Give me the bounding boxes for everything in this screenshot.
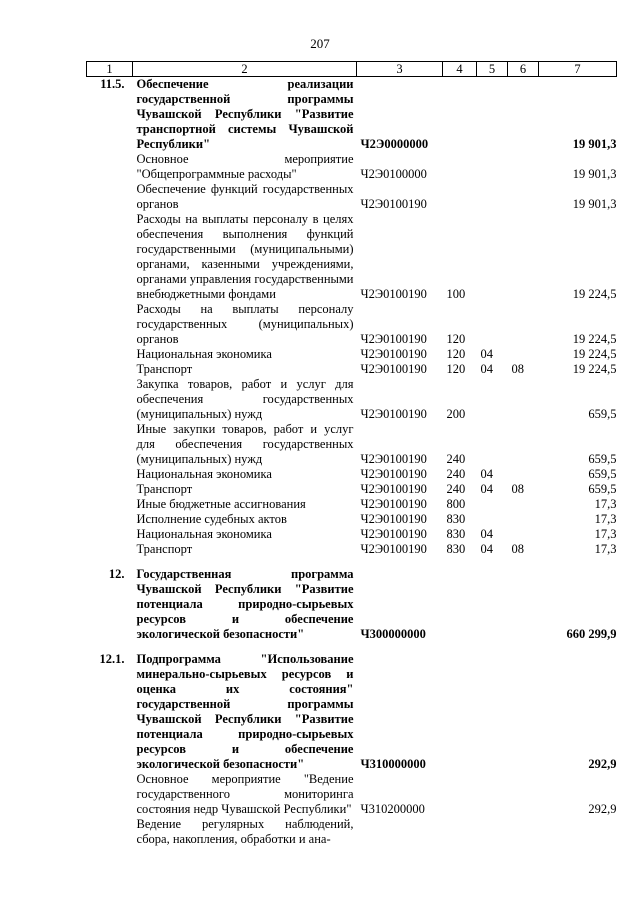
budget-table [86,61,617,847]
row-name: Транспорт [136,542,193,556]
row-rz [477,377,508,422]
spacer-row [87,642,617,652]
row-number [87,527,133,542]
row-vr: 100 [446,287,466,301]
row-amount: 19 224,5 [572,347,617,361]
row-vr: 830 [446,527,466,541]
header-cell: 1 [87,62,133,77]
row-amount: 19 901,3 [572,167,617,181]
row-amount: 292,9 [588,757,617,771]
row-number [87,467,133,482]
spacer-row [87,557,617,567]
row-number [87,482,133,497]
row-pr [508,302,539,347]
row-code: Ч2Э0100190 [360,527,427,541]
header-cell: 6 [508,62,539,77]
row-code: Ч2Э0100190 [360,467,427,481]
table-row [87,497,617,512]
page-number: 207 [310,36,330,51]
row-vr: 200 [446,407,466,421]
table-row [87,212,617,302]
row-code: Ч2Э0100190 [360,482,427,496]
row-rz [477,567,508,642]
row-amount: 19 901,3 [572,137,617,151]
row-pr [508,512,539,527]
row-name: Обеспечение функций государственных органов [136,182,354,211]
row-code: Ч2Э0100190 [360,407,427,421]
row-code: Ч2Э0100190 [360,452,427,466]
row-name: Иные бюджетные ассигнования [136,497,306,511]
row-rz: 04 [480,362,493,376]
row-rz [477,497,508,512]
row-pr [508,567,539,642]
row-name: Обеспечение реализации государственной программы Чувашской Республики "Развитие транспортной системы Чувашской Республики" [136,77,354,151]
row-name: Подпрограмма "Использование минерально-сырьевых ресурсов и оценка их состояния" государственной программы Чувашской Республики "Развитие потенциала природно-сырьевых ресурсов и обеспечение экологической безопасности" [136,652,354,771]
table-row [87,347,617,362]
table-row [87,377,617,422]
row-vr: 120 [446,347,466,361]
row-number [87,497,133,512]
row-pr [508,182,539,212]
row-code: Ч2Э0100190 [360,512,427,526]
row-code: Ч2Э0100190 [360,497,427,511]
row-vr: 120 [446,362,466,376]
row-amount: 17,3 [594,542,617,556]
row-pr [508,422,539,467]
row-code: Ч310000000 [360,757,426,771]
table-row [87,482,617,497]
row-rz [477,817,508,847]
row-pr: 08 [511,482,524,496]
row-rz [477,302,508,347]
row-name: Расходы на выплаты персоналу государственных (муниципальных) органов [136,302,354,346]
row-number [87,772,133,817]
row-number [87,512,133,527]
row-name: Иные закупки товаров, работ и услуг для обеспечения государственных (муниципальных) нужд [136,422,354,466]
table-row [87,527,617,542]
table-row [87,567,617,642]
row-rz: 04 [480,527,493,541]
row-code [357,817,443,847]
row-vr [443,772,477,817]
row-pr [508,817,539,847]
table-row [87,182,617,212]
row-pr [508,377,539,422]
row-name: Транспорт [136,482,193,496]
row-code: Ч2Э0100000 [360,167,427,181]
row-pr [508,212,539,302]
row-pr: 08 [511,542,524,556]
row-vr [443,652,477,772]
row-vr [443,77,477,153]
row-rz: 04 [480,482,493,496]
table-row [87,542,617,557]
row-amount: 659,5 [588,482,617,496]
row-number [87,182,133,212]
table-row [87,77,617,153]
row-vr: 120 [446,332,466,346]
row-name: Закупка товаров, работ и услуг для обеспечения государственных (муниципальных) нужд [136,377,354,421]
row-name: Исполнение судебных актов [136,512,287,526]
row-number: 11.5. [100,77,125,91]
row-code: Ч300000000 [360,627,426,641]
row-name: Основное мероприятие "Ведение государственного мониторинга состояния недр Чувашской Республики" [136,772,354,816]
table-row [87,152,617,182]
row-name: Государственная программа Чувашской Республики "Развитие потенциала природно-сырьевых ресурсов и обеспечение экологической безопасности" [136,567,354,641]
row-number [87,302,133,347]
row-number [87,212,133,302]
row-pr [508,347,539,362]
row-amount [539,817,617,847]
row-pr [508,772,539,817]
row-code: Ч2Э0100190 [360,542,427,556]
table-row [87,652,617,772]
header-row [87,62,617,77]
header-cell: 5 [477,62,508,77]
row-name: Национальная экономика [136,527,272,541]
row-pr [508,77,539,153]
header-cell: 7 [539,62,617,77]
row-code: Ч2Э0100190 [360,347,427,361]
row-rz [477,212,508,302]
header-cell: 4 [443,62,477,77]
row-rz [477,182,508,212]
row-pr [508,652,539,772]
row-number [87,817,133,847]
row-code: Ч310200000 [360,802,425,816]
row-number: 12. [108,567,125,581]
row-name: Транспорт [136,362,193,376]
row-vr [443,567,477,642]
row-code: Ч2Э0100190 [360,332,427,346]
row-number: 12.1. [99,652,125,666]
row-vr [443,817,477,847]
row-vr: 800 [446,497,466,511]
row-amount: 19 224,5 [572,332,617,346]
row-rz [477,512,508,527]
row-number [87,542,133,557]
row-name: Национальная экономика [136,467,272,481]
row-vr: 830 [446,512,466,526]
row-rz: 04 [480,347,493,361]
row-number [87,152,133,182]
row-amount: 19 224,5 [572,287,617,301]
row-amount: 17,3 [594,527,617,541]
row-amount: 659,5 [588,467,617,481]
row-vr: 240 [446,467,466,481]
row-pr [508,527,539,542]
row-number [87,362,133,377]
row-number [87,347,133,362]
row-name: Ведение регулярных наблюдений, сбора, накопления, обработки и ана- [136,817,354,846]
row-number [87,422,133,467]
row-name: Основное мероприятие "Общепрограммные расходы" [136,152,354,181]
row-vr: 240 [446,482,466,496]
table-row [87,772,617,817]
row-pr: 08 [511,362,524,376]
table-row [87,302,617,347]
table-row [87,817,617,847]
row-vr [443,152,477,182]
header-cell: 3 [357,62,443,77]
row-amount: 659,5 [588,407,617,421]
row-amount: 17,3 [594,497,617,511]
row-amount: 17,3 [594,512,617,526]
row-amount: 19 901,3 [572,197,617,211]
row-number [87,377,133,422]
table-row [87,467,617,482]
table-row [87,512,617,527]
row-vr: 830 [446,542,466,556]
row-rz [477,77,508,153]
row-rz [477,422,508,467]
row-code: Ч2Э0100190 [360,287,427,301]
row-name: Расходы на выплаты персоналу в целях обеспечения выполнения функций государственными (муниципальными) органами, казенными учреждениями, органами управления государственными внебюджетными фондами [136,212,354,301]
row-rz [477,772,508,817]
row-pr [508,152,539,182]
row-vr [443,182,477,212]
table-row [87,422,617,467]
table-row [87,362,617,377]
row-pr [508,497,539,512]
row-amount: 19 224,5 [572,362,617,376]
row-name: Национальная экономика [136,347,272,361]
row-rz: 04 [480,467,493,481]
row-pr [508,467,539,482]
row-amount: 292,9 [588,802,617,816]
row-amount: 660 299,9 [566,627,617,641]
row-rz: 04 [480,542,493,556]
row-rz [477,152,508,182]
row-code: Ч2Э0100190 [360,197,427,211]
row-amount: 659,5 [588,452,617,466]
header-cell: 2 [133,62,357,77]
row-code: Ч2Э0000000 [360,137,429,151]
row-vr: 240 [446,452,466,466]
table-body [87,77,617,848]
row-code: Ч2Э0100190 [360,362,427,376]
row-rz [477,652,508,772]
